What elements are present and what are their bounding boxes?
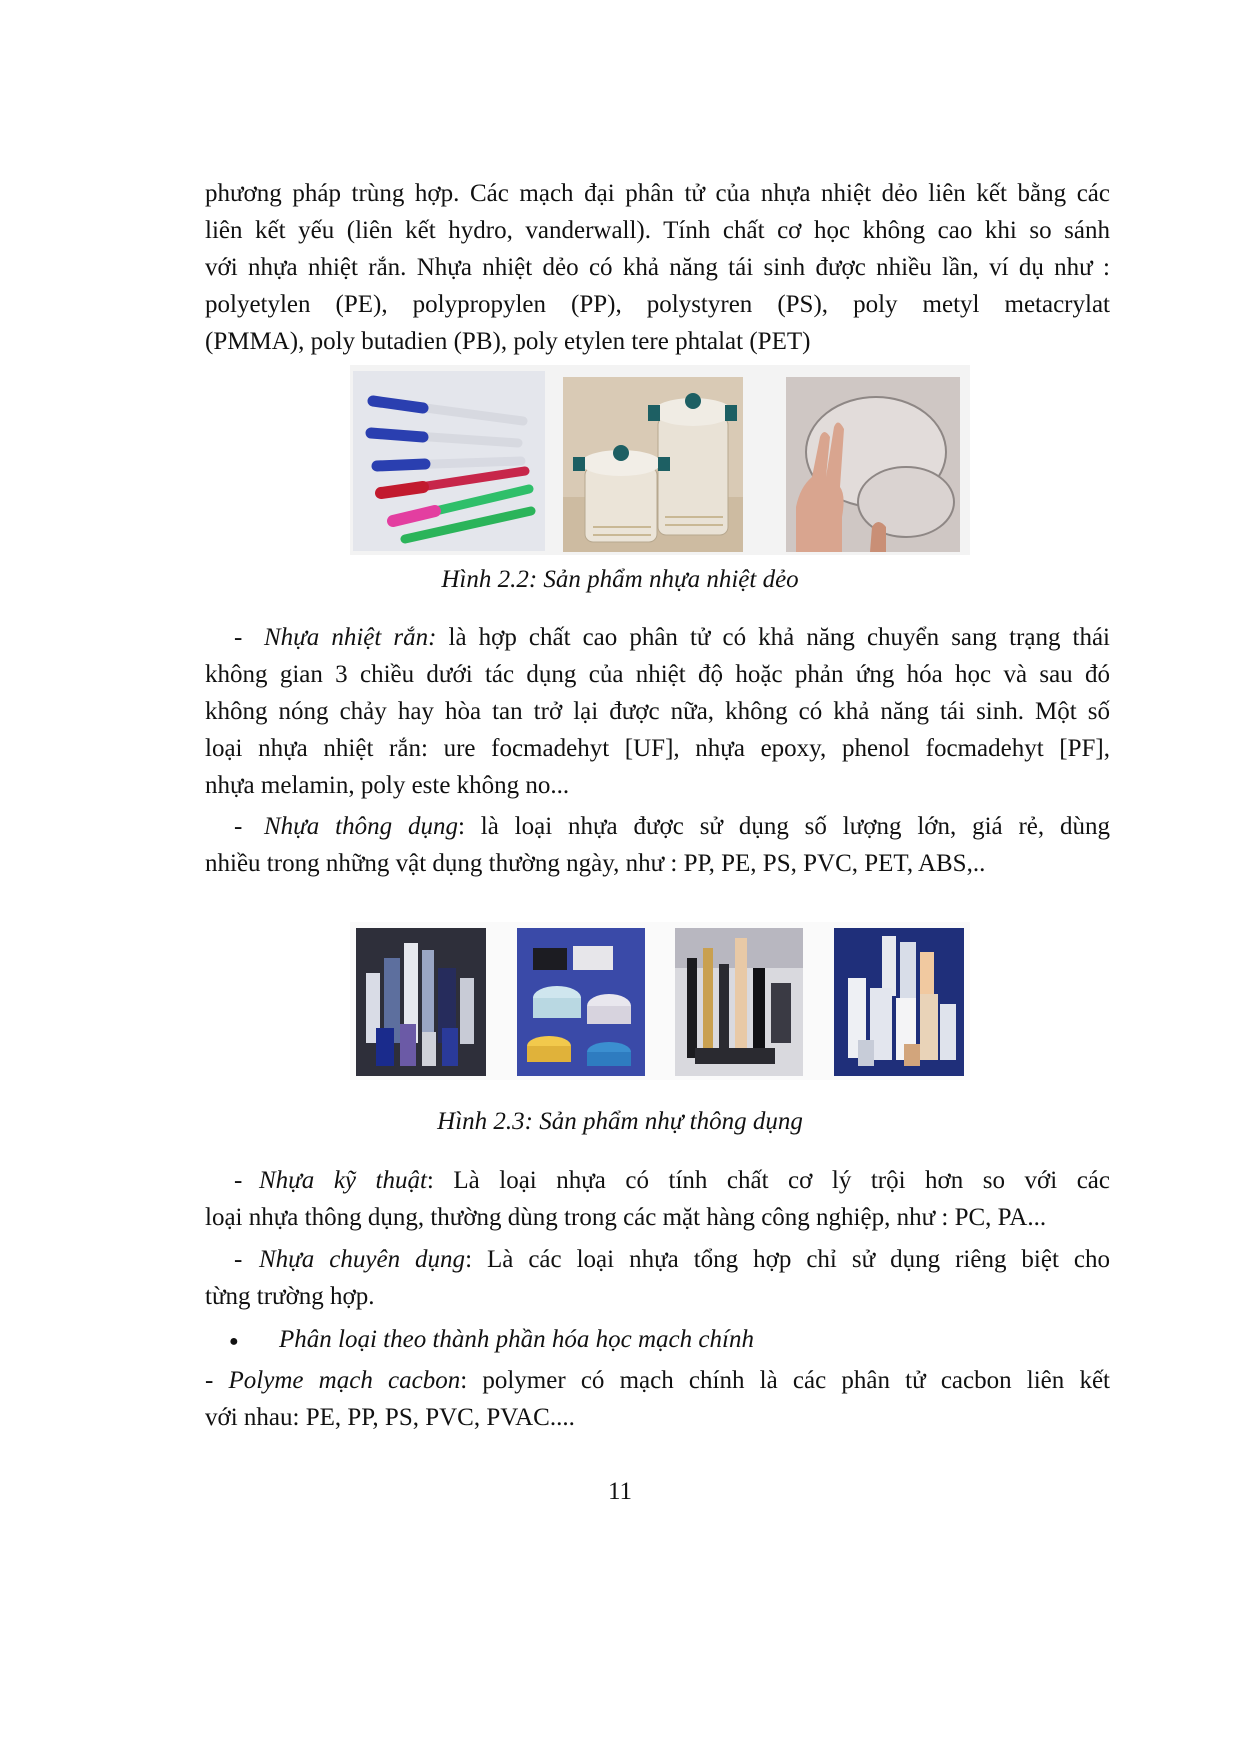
carbon-chain-term: Polyme mạch cacbon	[228, 1367, 461, 1394]
carbon-chain-line: : polymer có mạch chính là các phân tử cacbon liên kết	[460, 1367, 1111, 1394]
intro-line: liên kết yếu (liên kết hydro, vanderwall). Tính chất cơ học không cao khi so sánh	[205, 217, 1110, 244]
lipstick-tubes-image	[675, 928, 803, 1076]
thermoset-term: Nhựa nhiệt rắn:	[264, 624, 437, 651]
intro-line: phương pháp trùng hợp. Các mạch đại phân tử của nhựa nhiệt dẻo liên kết bằng các	[205, 180, 1110, 207]
figure-2-3-caption: Hình 2.3: Sản phẩm nhự thông dụng	[437, 1108, 803, 1135]
engineering-first-line	[205, 1162, 1110, 1199]
list-dash: -	[234, 624, 243, 651]
engineering-paragraph	[205, 1162, 1110, 1236]
intro-line: (PMMA), poly butadien (PB), poly etylen tere phtalat (PET)	[205, 328, 811, 355]
list-dash: -	[234, 813, 243, 840]
thermoset-line: loại nhựa nhiệt rắn: ure focmadehyt [UF], nhựa epoxy, phenol focmadehyt [PF],	[205, 735, 1110, 762]
plastic-containers-image	[563, 377, 743, 552]
engineering-line: : Là loại nhựa có tính chất cơ lý trội hơn so với các	[426, 1167, 1110, 1194]
intro-line: polyetylen (PE), polypropylen (PP), polystyren (PS), poly metyl metacrylat	[205, 291, 1110, 318]
classification-heading-text: Phân loại theo thành phần hóa học mạch chính	[279, 1326, 754, 1353]
figure-2-2-caption: Hình 2.2: Sản phẩm nhựa nhiệt dẻo	[441, 566, 799, 593]
engineering-term: Nhựa kỹ thuật	[259, 1167, 427, 1194]
commodity-paragraph	[205, 808, 1110, 882]
thermoset-line: không gian 3 chiều dưới tác dụng của nhiệt độ hoặc phản ứng hóa học và sau đó	[205, 661, 1110, 688]
specialty-first-line	[205, 1241, 1110, 1278]
carbon-chain-line: với nhau: PE, PP, PS, PVC, PVAC....	[205, 1404, 575, 1431]
list-dash: -	[234, 1246, 243, 1273]
thermoset-line: không nóng chảy hay hòa tan trở lại được nữa, không có khả năng tái sinh. Một số	[205, 698, 1110, 725]
thermoset-paragraph	[205, 619, 1110, 804]
thermoset-line: nhựa melamin, poly este không no...	[205, 772, 570, 799]
specialty-line: từng trường hợp.	[205, 1283, 375, 1310]
classification-heading	[205, 1321, 1110, 1360]
engineering-line: loại nhựa thông dụng, thường dùng trong các mặt hàng công nghiệp, như : PC, PA...	[205, 1204, 1047, 1231]
list-dash: -	[205, 1367, 229, 1394]
specialty-paragraph	[205, 1241, 1110, 1315]
intro-paragraph	[205, 175, 1110, 360]
specialty-line: : Là các loại nhựa tổng hợp chỉ sử dụng riêng biệt cho	[465, 1246, 1110, 1273]
thermoset-first-line	[205, 619, 1110, 656]
commodity-line: nhiều trong những vật dụng thường ngày, như : PP, PE, PS, PVC, PET, ABS,..	[205, 850, 986, 877]
thermoset-line: là hợp chất cao phân tử có khả năng chuyển sang trạng thái	[436, 624, 1110, 651]
commodity-first-line	[205, 808, 1110, 845]
specialty-term: Nhựa chuyên dụng	[259, 1246, 466, 1273]
commodity-line: : là loại nhựa được sử dụng số lượng lớn, giá rẻ, dùng	[457, 813, 1111, 840]
page-number: 11	[607, 1478, 633, 1505]
clear-plastic-bowl-image	[786, 377, 960, 552]
bullet-icon: ●	[229, 1332, 239, 1350]
cosmetic-bottles-image	[356, 928, 486, 1076]
intro-line: với nhựa nhiệt rắn. Nhựa nhiệt dẻo có khả năng tái sinh được nhiều lần, ví dụ như :	[205, 254, 1110, 281]
commodity-term: Nhựa thông dụng	[264, 813, 458, 840]
lotion-bottles-image	[834, 928, 964, 1076]
carbon-chain-paragraph	[205, 1362, 1110, 1436]
cream-jars-image	[517, 928, 645, 1076]
pens-image	[353, 371, 545, 551]
carbon-chain-first-line	[205, 1362, 1110, 1399]
list-dash: -	[234, 1167, 243, 1194]
